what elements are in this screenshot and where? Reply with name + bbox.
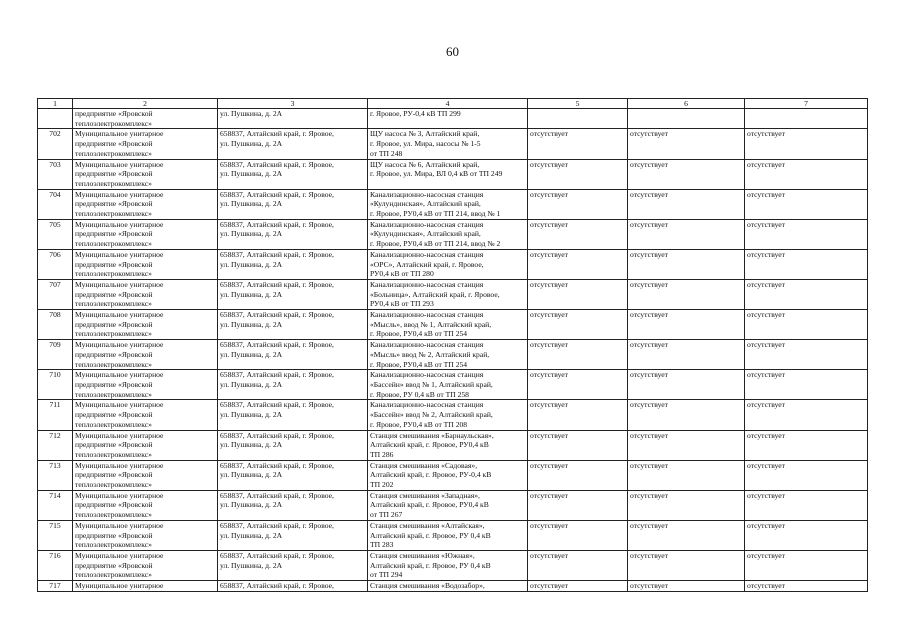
owner-cell: [73, 460, 218, 490]
cell-line: предприятие «Яровской: [75, 379, 153, 389]
cell-line: г. Яровое, РУ0,4 кВ от ТП 214, ввод № 1: [370, 209, 501, 219]
cell-line: Станция смешивания «Южная»,: [370, 550, 475, 560]
address-cell: [218, 490, 368, 520]
cell-line: Муниципальное унитарное: [75, 310, 164, 320]
cell-line: теплоэлектрокомплекс»: [75, 570, 152, 580]
row-number: 717: [38, 581, 73, 592]
table-row: [38, 109, 868, 129]
cell-line: «Больница», Алтайский край, г. Яровое,: [370, 289, 500, 299]
object-cell: [368, 159, 528, 189]
column-6-cell: отсутствует: [628, 430, 745, 460]
column-6-cell: отсутствует: [628, 159, 745, 189]
cell-line: Станция смешивания «Водозабор»,: [370, 581, 485, 591]
cell-line: Канализационно-насосная станция: [370, 279, 484, 289]
cell-line: 658837, Алтайский край, г. Яровое,: [220, 249, 334, 259]
row-number: 710: [38, 370, 73, 400]
column-6-cell: отсутствует: [628, 219, 745, 249]
cell-line: теплоэлектрокомплекс»: [75, 449, 152, 459]
cell-line: Алтайский край, г. Яровое, РУ0,4 кВ: [370, 500, 489, 510]
column-5-cell: отсутствует: [528, 520, 628, 550]
column-header: 3: [218, 99, 368, 109]
cell-line: ул. Пушкина, д. 2А: [220, 440, 283, 450]
object-cell: [368, 279, 528, 309]
table-row: [38, 520, 868, 550]
column-5-cell: отсутствует: [528, 189, 628, 219]
cell-line: предприятие «Яровской: [75, 560, 153, 570]
table-body: [38, 109, 868, 592]
cell-line: Муниципальное унитарное: [75, 490, 164, 500]
column-header: 2: [73, 99, 218, 109]
object-cell: [368, 460, 528, 490]
cell-line: ТП 286: [370, 449, 394, 459]
cell-line: предприятие «Яровской: [75, 139, 153, 149]
owner-cell: [73, 340, 218, 370]
table-row: [38, 581, 868, 592]
owner-cell: [73, 490, 218, 520]
column-5-cell: отсутствует: [528, 249, 628, 279]
table-row: [38, 159, 868, 189]
owner-cell: [73, 430, 218, 460]
object-cell: [368, 520, 528, 550]
cell-line: г. Яровое, РУ-0,4 кВ ТП 299: [370, 109, 461, 118]
cell-line: 658837, Алтайский край, г. Яровое,: [220, 520, 334, 530]
cell-line: теплоэлектрокомплекс»: [75, 209, 152, 219]
cell-line: ул. Пушкина, д. 2А: [220, 500, 283, 510]
cell-line: 658837, Алтайский край, г. Яровое,: [220, 340, 334, 350]
cell-line: от ТП 267: [370, 510, 403, 520]
column-6-cell: отсутствует: [628, 520, 745, 550]
page-number: 60: [446, 44, 459, 59]
cell-line: ул. Пушкина, д. 2А: [220, 109, 283, 118]
cell-line: от ТП 294: [370, 570, 403, 580]
column-5-cell: отсутствует: [528, 159, 628, 189]
cell-line: Муниципальное унитарное: [75, 219, 164, 229]
object-cell: [368, 219, 528, 249]
cell-line: Канализационно-насосная станция: [370, 249, 484, 259]
cell-line: предприятие «Яровской: [75, 440, 153, 450]
column-7-cell: отсутствует: [745, 189, 868, 219]
column-7-cell: отсутствует: [745, 460, 868, 490]
cell-line: «Мысль» ввод № 2, Алтайский край,: [370, 349, 490, 359]
owner-cell: [73, 129, 218, 159]
column-5-cell: отсутствует: [528, 430, 628, 460]
cell-line: ЩУ насоса № 6, Алтайский край,: [370, 159, 480, 169]
cell-line: предприятие «Яровской: [75, 289, 153, 299]
cell-line: предприятие «Яровской: [75, 109, 153, 118]
column-7-cell: отсутствует: [745, 310, 868, 340]
cell-line: 658837, Алтайский край, г. Яровое,: [220, 159, 334, 169]
column-header: 6: [628, 99, 745, 109]
cell-line: теплоэлектрокомплекс»: [75, 480, 152, 490]
cell-line: ул. Пушкина, д. 2А: [220, 530, 283, 540]
cell-line: Муниципальное унитарное: [75, 189, 164, 199]
cell-line: 658837, Алтайский край, г. Яровое,: [220, 129, 334, 139]
owner-cell: [73, 550, 218, 580]
cell-line: Станция смешивания «Барнаульская»,: [370, 430, 494, 440]
column-5-cell: отсутствует: [528, 550, 628, 580]
cell-line: Канализационно-насосная станция: [370, 370, 484, 380]
address-cell: [218, 159, 368, 189]
object-cell: [368, 581, 528, 592]
header-row: [38, 99, 868, 109]
cell-line: предприятие «Яровской: [75, 169, 153, 179]
address-cell: [218, 370, 368, 400]
address-cell: [218, 189, 368, 219]
cell-line: Станция смешивания «Садовая»,: [370, 460, 478, 470]
cell-line: г. Яровое, РУ0,4 кВ от ТП 214, ввод № 2: [370, 239, 501, 249]
object-cell: [368, 129, 528, 159]
column-6-cell: отсутствует: [628, 581, 745, 592]
object-cell: [368, 430, 528, 460]
object-cell: [368, 550, 528, 580]
column-5-cell: отсутствует: [528, 340, 628, 370]
cell-line: теплоэлектрокомплекс»: [75, 148, 152, 158]
address-cell: [218, 219, 368, 249]
cell-line: Алтайский край, г. Яровое, РУ 0,4 кВ: [370, 530, 491, 540]
column-7-cell: отсутствует: [745, 159, 868, 189]
address-cell: [218, 129, 368, 159]
cell-line: Канализационно-насосная станция: [370, 310, 484, 320]
cell-line: теплоэлектрокомплекс»: [75, 299, 152, 309]
column-7-cell: отсутствует: [745, 249, 868, 279]
cell-line: 658837, Алтайский край, г. Яровое,: [220, 581, 334, 591]
cell-line: Муниципальное унитарное: [75, 581, 164, 591]
owner-cell: [73, 249, 218, 279]
cell-line: 658837, Алтайский край, г. Яровое,: [220, 430, 334, 440]
cell-line: Муниципальное унитарное: [75, 400, 164, 410]
cell-line: теплоэлектрокомплекс»: [75, 359, 152, 369]
address-cell: [218, 520, 368, 550]
column-7-cell: отсутствует: [745, 129, 868, 159]
cell-line: предприятие «Яровской: [75, 500, 153, 510]
column-5-cell: отсутствует: [528, 490, 628, 520]
object-cell: [368, 490, 528, 520]
table-row: [38, 279, 868, 309]
cell-line: ул. Пушкина, д. 2А: [220, 319, 283, 329]
row-number: 715: [38, 520, 73, 550]
cell-line: РУ0,4 кВ от ТП 280: [370, 269, 434, 279]
column-7-cell: отсутствует: [745, 550, 868, 580]
cell-line: Алтайский край, г. Яровое, РУ0,4 кВ: [370, 440, 489, 450]
cell-line: ул. Пушкина, д. 2А: [220, 229, 283, 239]
column-header: 4: [368, 99, 528, 109]
row-number: 712: [38, 430, 73, 460]
cell-line: Муниципальное унитарное: [75, 460, 164, 470]
cell-line: ул. Пушкина, д. 2А: [220, 560, 283, 570]
address-cell: [218, 430, 368, 460]
column-6-cell: [628, 109, 745, 129]
cell-line: Станция смешивания «Алтайская»,: [370, 520, 485, 530]
cell-line: теплоэлектрокомплекс»: [75, 178, 152, 188]
cell-line: г. Яровое, РУ0,4 кВ от ТП 254: [370, 329, 468, 339]
cell-line: Канализационно-насосная станция: [370, 400, 484, 410]
column-5-cell: отсутствует: [528, 460, 628, 490]
column-6-cell: отсутствует: [628, 189, 745, 219]
object-cell: [368, 310, 528, 340]
column-7-cell: отсутствует: [745, 400, 868, 430]
cell-line: ул. Пушкина, д. 2А: [220, 410, 283, 420]
cell-line: теплоэлектрокомплекс»: [75, 419, 152, 429]
owner-cell: [73, 400, 218, 430]
column-5-cell: отсутствует: [528, 279, 628, 309]
cell-line: теплоэлектрокомплекс»: [75, 118, 152, 128]
table-row: [38, 490, 868, 520]
cell-line: Муниципальное унитарное: [75, 279, 164, 289]
column-7-cell: отсутствует: [745, 520, 868, 550]
address-cell: [218, 310, 368, 340]
cell-line: Муниципальное унитарное: [75, 159, 164, 169]
object-cell: [368, 400, 528, 430]
column-7-cell: [745, 109, 868, 129]
object-cell: [368, 370, 528, 400]
cell-line: предприятие «Яровской: [75, 470, 153, 480]
cell-line: 658837, Алтайский край, г. Яровое,: [220, 490, 334, 500]
column-6-cell: отсутствует: [628, 279, 745, 309]
cell-line: 658837, Алтайский край, г. Яровое,: [220, 370, 334, 380]
registry-table: [37, 98, 868, 592]
table-row: [38, 340, 868, 370]
cell-line: от ТП 248: [370, 148, 403, 158]
cell-line: теплоэлектрокомплекс»: [75, 540, 152, 550]
cell-line: 658837, Алтайский край, г. Яровое,: [220, 460, 334, 470]
owner-cell: [73, 310, 218, 340]
cell-line: ул. Пушкина, д. 2А: [220, 259, 283, 269]
cell-line: ул. Пушкина, д. 2А: [220, 139, 283, 149]
table-row: [38, 189, 868, 219]
address-cell: [218, 109, 368, 129]
row-number: 709: [38, 340, 73, 370]
column-7-cell: отсутствует: [745, 279, 868, 309]
owner-cell: [73, 219, 218, 249]
column-6-cell: отсутствует: [628, 460, 745, 490]
column-6-cell: отсутствует: [628, 249, 745, 279]
cell-line: предприятие «Яровской: [75, 349, 153, 359]
cell-line: 658837, Алтайский край, г. Яровое,: [220, 310, 334, 320]
cell-line: ТП 202: [370, 480, 394, 490]
address-cell: [218, 249, 368, 279]
cell-line: предприятие «Яровской: [75, 530, 153, 540]
table-row: [38, 219, 868, 249]
table-row: [38, 550, 868, 580]
column-7-cell: отсутствует: [745, 340, 868, 370]
row-number: 704: [38, 189, 73, 219]
column-6-cell: отсутствует: [628, 400, 745, 430]
cell-line: Станция смешивания «Западная»,: [370, 490, 480, 500]
column-7-cell: отсутствует: [745, 581, 868, 592]
owner-cell: [73, 109, 218, 129]
cell-line: г. Яровое, РУ 0,4 кВ от ТП 258: [370, 389, 469, 399]
cell-line: ул. Пушкина, д. 2А: [220, 169, 283, 179]
table-row: [38, 129, 868, 159]
column-5-cell: отсутствует: [528, 129, 628, 159]
cell-line: Канализационно-насосная станция: [370, 189, 484, 199]
cell-line: Муниципальное унитарное: [75, 370, 164, 380]
cell-line: Муниципальное унитарное: [75, 249, 164, 259]
table-row: [38, 400, 868, 430]
column-6-cell: отсутствует: [628, 340, 745, 370]
cell-line: Канализационно-насосная станция: [370, 340, 484, 350]
cell-line: 658837, Алтайский край, г. Яровое,: [220, 279, 334, 289]
column-header: 1: [38, 99, 73, 109]
cell-line: «Бассейн» ввод № 1, Алтайский край,: [370, 379, 493, 389]
row-number: 707: [38, 279, 73, 309]
address-cell: [218, 550, 368, 580]
cell-line: «Кулундинская», Алтайский край,: [370, 229, 481, 239]
cell-line: 658837, Алтайский край, г. Яровое,: [220, 219, 334, 229]
cell-line: «Бассейн» ввод № 2, Алтайский край,: [370, 410, 493, 420]
cell-line: «ОРС», Алтайский край, г. Яровое,: [370, 259, 484, 269]
cell-line: ул. Пушкина, д. 2А: [220, 379, 283, 389]
column-5-cell: отсутствует: [528, 219, 628, 249]
cell-line: ЩУ насоса № 3, Алтайский край,: [370, 129, 480, 139]
object-cell: [368, 109, 528, 129]
cell-line: г. Яровое, ул. Мира, ВЛ 0,4 кВ от ТП 249: [370, 169, 503, 179]
cell-line: Муниципальное унитарное: [75, 550, 164, 560]
column-5-cell: отсутствует: [528, 370, 628, 400]
cell-line: 658837, Алтайский край, г. Яровое,: [220, 189, 334, 199]
cell-line: Муниципальное унитарное: [75, 430, 164, 440]
row-number: 705: [38, 219, 73, 249]
cell-line: г. Яровое, ул. Мира, насосы № 1-5: [370, 139, 481, 149]
cell-line: «Мысль», ввод № 1, Алтайский край,: [370, 319, 492, 329]
row-number: 711: [38, 400, 73, 430]
column-5-cell: отсутствует: [528, 310, 628, 340]
owner-cell: [73, 279, 218, 309]
cell-line: теплоэлектрокомплекс»: [75, 269, 152, 279]
column-7-cell: отсутствует: [745, 219, 868, 249]
column-6-cell: отсутствует: [628, 129, 745, 159]
column-6-cell: отсутствует: [628, 490, 745, 520]
cell-line: предприятие «Яровской: [75, 259, 153, 269]
owner-cell: [73, 370, 218, 400]
column-header: 7: [745, 99, 868, 109]
table-row: [38, 460, 868, 490]
cell-line: ул. Пушкина, д. 2А: [220, 470, 283, 480]
table-row: [38, 249, 868, 279]
cell-line: ул. Пушкина, д. 2А: [220, 199, 283, 209]
address-cell: [218, 581, 368, 592]
column-7-cell: отсутствует: [745, 370, 868, 400]
cell-line: РУ0,4 кВ от ТП 293: [370, 299, 434, 309]
cell-line: г. Яровое, РУ0,4 кВ от ТП 208: [370, 419, 468, 429]
cell-line: 658837, Алтайский край, г. Яровое,: [220, 550, 334, 560]
table-row: [38, 310, 868, 340]
object-cell: [368, 249, 528, 279]
cell-line: «Кулундинская», Алтайский край,: [370, 199, 481, 209]
cell-line: ТП 283: [370, 540, 394, 550]
cell-line: г. Яровое, РУ0,4 кВ от ТП 254: [370, 359, 468, 369]
address-cell: [218, 340, 368, 370]
cell-line: теплоэлектрокомплекс»: [75, 389, 152, 399]
column-5-cell: [528, 109, 628, 129]
cell-line: теплоэлектрокомплекс»: [75, 510, 152, 520]
cell-line: Муниципальное унитарное: [75, 340, 164, 350]
cell-line: 658837, Алтайский край, г. Яровое,: [220, 400, 334, 410]
address-cell: [218, 279, 368, 309]
column-6-cell: отсутствует: [628, 310, 745, 340]
column-6-cell: отсутствует: [628, 550, 745, 580]
cell-line: теплоэлектрокомплекс»: [75, 239, 152, 249]
row-number: 708: [38, 310, 73, 340]
object-cell: [368, 189, 528, 219]
row-number: [38, 109, 73, 129]
row-number: 716: [38, 550, 73, 580]
cell-line: теплоэлектрокомплекс»: [75, 329, 152, 339]
owner-cell: [73, 159, 218, 189]
object-cell: [368, 340, 528, 370]
column-5-cell: отсутствует: [528, 581, 628, 592]
column-5-cell: отсутствует: [528, 400, 628, 430]
address-cell: [218, 460, 368, 490]
cell-line: Муниципальное унитарное: [75, 520, 164, 530]
cell-line: предприятие «Яровской: [75, 229, 153, 239]
cell-line: ул. Пушкина, д. 2А: [220, 349, 283, 359]
column-6-cell: отсутствует: [628, 370, 745, 400]
cell-line: Алтайский край, г. Яровое, РУ 0,4 кВ: [370, 560, 491, 570]
row-number: 703: [38, 159, 73, 189]
table-row: [38, 370, 868, 400]
cell-line: Муниципальное унитарное: [75, 129, 164, 139]
owner-cell: [73, 581, 218, 592]
column-header: 5: [528, 99, 628, 109]
cell-line: Алтайский край, г. Яровое, РУ-0,4 кВ: [370, 470, 492, 480]
column-7-cell: отсутствует: [745, 430, 868, 460]
row-number: 713: [38, 460, 73, 490]
row-number: 702: [38, 129, 73, 159]
column-7-cell: отсутствует: [745, 490, 868, 520]
owner-cell: [73, 189, 218, 219]
table-row: [38, 430, 868, 460]
cell-line: Канализационно-насосная станция: [370, 219, 484, 229]
cell-line: ул. Пушкина, д. 2А: [220, 289, 283, 299]
owner-cell: [73, 520, 218, 550]
cell-line: предприятие «Яровской: [75, 199, 153, 209]
row-number: 706: [38, 249, 73, 279]
cell-line: предприятие «Яровской: [75, 319, 153, 329]
row-number: 714: [38, 490, 73, 520]
address-cell: [218, 400, 368, 430]
cell-line: предприятие «Яровской: [75, 410, 153, 420]
